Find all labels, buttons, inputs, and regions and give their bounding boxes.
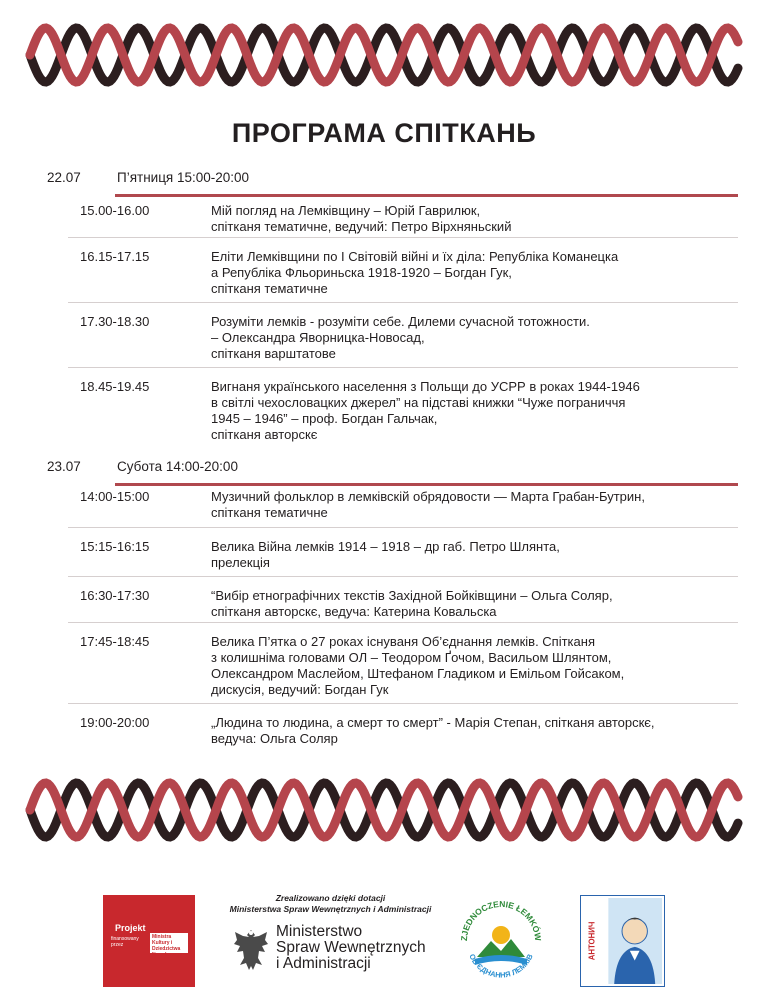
session-line: спітканя тематичне, ведучий: Петро Вірхняньский (211, 219, 512, 234)
session-line: спітканя тематичне (211, 505, 328, 520)
session-line: спітканя авторскє, ведуча: Катерина Ковальска (211, 604, 497, 619)
session-description (211, 379, 711, 443)
session-description (211, 203, 711, 235)
projekt-logo-subtitle: finansowany przez (111, 936, 139, 948)
row-separator (68, 703, 738, 704)
day-divider (115, 194, 738, 197)
session-line: „Людина то людина, а смерт то смерт” - Марія Степан, спітканя авторскє, (211, 715, 655, 730)
row-separator (68, 527, 738, 528)
session-line: дискусія, ведучий: Богдан Гук (211, 682, 389, 697)
session-time: 17.30-18.30 (80, 314, 150, 329)
sponsor-logos (0, 880, 768, 990)
session-line: Велика П’ятка о 27 роках існуваня Об’єднання лемків. Спітканя (211, 634, 595, 649)
braid-strand-dark (30, 783, 738, 837)
session-time: 15.00-16.00 (80, 203, 150, 218)
projekt-logo (103, 895, 195, 987)
session-line: Велика Війна лемків 1914 – 1918 – др габ. Петро Шлянта, (211, 539, 560, 554)
session-description (211, 715, 711, 747)
session-description (211, 539, 711, 571)
day-header (0, 459, 768, 489)
ministry-name-line: Ministerstwo (276, 923, 363, 940)
ministry-caption (228, 893, 433, 915)
day-divider (115, 483, 738, 486)
session-line: Еліти Лемківщини по І Світовій війні и їх діла: Републіка Команецка (211, 249, 619, 264)
day-label: Субота 14:00-20:00 (117, 459, 238, 474)
session-description (211, 588, 711, 620)
ministry-caption-line: Zrealizowano dzięki dotacji (275, 893, 386, 903)
session-description (211, 634, 711, 698)
session-time: 16:30-17:30 (80, 588, 150, 603)
session-time: 19:00-20:00 (80, 715, 150, 730)
braid-ornament-top (0, 10, 768, 100)
session-line: Мій погляд на Лемківщину – Юрій Гаврилюк, (211, 203, 481, 218)
session-time: 14:00-15:00 (80, 489, 150, 504)
row-separator (68, 622, 738, 623)
session-line: ведуча: Ольга Соляр (211, 731, 338, 746)
day-label: П’ятниця 15:00-20:00 (117, 170, 250, 185)
day-header (0, 170, 768, 200)
session-time: 18.45-19.45 (80, 379, 150, 394)
session-line: спітканя варштатове (211, 346, 336, 361)
session-line: Розуміти лемків - розуміти себе. Дилеми сучасной тотожности. (211, 314, 590, 329)
page-title: ПРОГРАМА СПІТКАНЬ (231, 118, 537, 148)
session-time: 16.15-17.15 (80, 249, 150, 264)
braid-strand-red (30, 783, 738, 837)
session-line: “Вибір етнографічних текстів Західной Бойківщини – Ольга Соляр, (211, 588, 613, 603)
braid-ornament-bottom (0, 765, 768, 855)
ministry-name-line: i Administracji (276, 955, 371, 972)
day-date: 22.07 (47, 170, 81, 185)
antonych-vertical-text: АНТОНИЧ (587, 921, 597, 961)
ministry-name (276, 924, 426, 972)
session-line: 1945 – 1946” – проф. Богдан Гальчак, (211, 411, 438, 426)
session-line: спітканя тематичне (211, 281, 328, 296)
session-line: а Републіка Фльориньска 1918-1920 – Богдан Гук, (211, 265, 512, 280)
session-line: Вигнаня українського населення з Польщи до УСРР в роках 1944-1946 (211, 379, 640, 394)
braid-strand-dark (30, 28, 738, 82)
zl-logo-bottom-text: ОБ’ЄДНАННЯ ЛЕМКІВ (467, 952, 535, 980)
row-separator (68, 576, 738, 577)
polish-eagle-icon (232, 927, 270, 973)
projekt-logo-box: Ministra Kultury i Dziedzictwa Narodowego (150, 933, 188, 953)
zl-logo-top-text: ZJEDNOCZENIE ŁEMKÓW (458, 898, 544, 942)
session-description (211, 314, 711, 362)
session-line: спітканя авторскє (211, 427, 318, 442)
session-description (211, 489, 711, 521)
row-separator (68, 367, 738, 368)
braid-strand-red (30, 28, 738, 82)
session-line: Музичний фольклор в лемківскій обрядовости — Марта Грабан-Бутрин, (211, 489, 645, 504)
zjednoczenie-lemkow-logo (455, 895, 547, 987)
ministry-name-line: Spraw Wewnętrznych (276, 939, 426, 956)
ministry-caption-line: Ministerstwa Spraw Wewnętrznych i Administracji (229, 904, 432, 914)
row-separator (68, 237, 738, 238)
day-date: 23.07 (47, 459, 81, 474)
row-separator (68, 302, 738, 303)
projekt-logo-title: Projekt (115, 923, 146, 933)
session-time: 17:45-18:45 (80, 634, 150, 649)
antonych-logo (580, 895, 665, 987)
session-line: в світлі чехословацких джерел” на підставі книжки “Чуже пограниччя (211, 395, 626, 410)
session-time: 15:15-16:15 (80, 539, 150, 554)
session-description (211, 249, 711, 297)
session-line: прелекція (211, 555, 270, 570)
session-line: з колишніма головами ОЛ – Теодором Ґочом, Васильом Шлянтом, (211, 650, 612, 665)
session-line: Олександром Маслейом, Штефаном Гладиком и Емільом Гойсаком, (211, 666, 625, 681)
sun-icon (492, 926, 510, 944)
session-line: – Олександра Яворницка-Новосад, (211, 330, 425, 345)
